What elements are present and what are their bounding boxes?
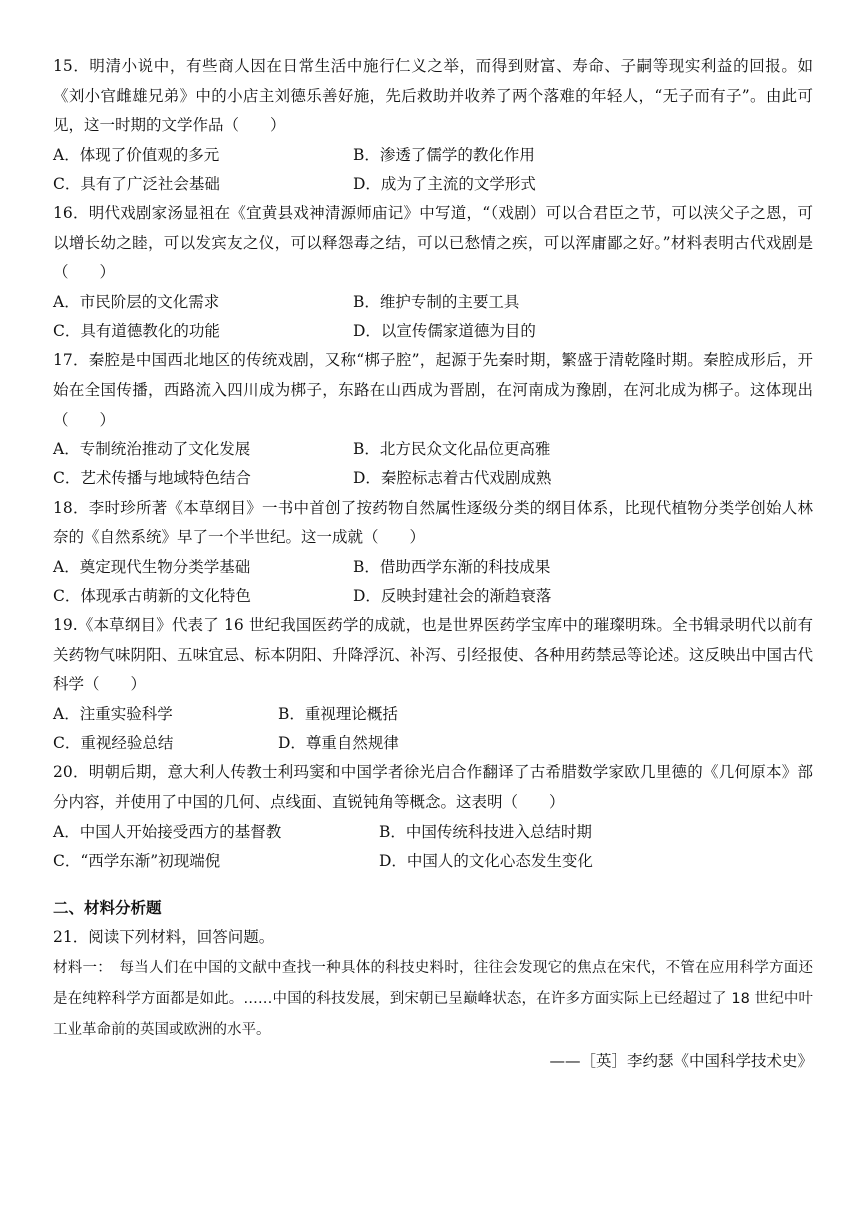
- option-c: C．重视经验总结: [53, 734, 174, 753]
- option-row: [53, 464, 813, 493]
- option-d: D．尊重自然规律: [278, 734, 399, 753]
- option-b: B．借助西学东渐的科技成果: [353, 557, 551, 576]
- question-16: [53, 199, 813, 346]
- exam-page: [53, 52, 813, 1076]
- material-one: 材料一： 每当人们在中国的文献中查找一种具体的科技史料时，往往会发现它的焦点在宋代，不管在应用科学方面还是在纯粹科学方面都是如此。……中国的科技发展，到宋朝已呈巅峰状态，在许多方面实际上已经超过了 18 世纪中叶工业革命前的英国或欧洲的水平。: [53, 959, 813, 1038]
- option-row: [53, 700, 813, 729]
- question-stem: 17．秦腔是中国西北地区的传统戏剧，又称“梆子腔”，起源于先秦时期，繁盛于清乾隆时期。秦腔成形后，开始在全国传播，西路流入四川成为梆子，东路在山西成为晋剧，在河南成为豫剧，在河北成为梆子。这体现出（ ）: [53, 351, 813, 429]
- option-b: B．中国传统科技进入总结时期: [379, 822, 592, 841]
- question-15: [53, 52, 813, 199]
- option-b: B．维护专制的主要工具: [353, 292, 520, 311]
- option-c: C．具有道德教化的功能: [53, 322, 220, 341]
- option-a: A．奠定现代生物分类学基础: [53, 557, 251, 576]
- option-b: B．北方民众文化品位更高雅: [353, 440, 551, 459]
- question-20: [53, 758, 813, 876]
- option-row: [53, 729, 813, 758]
- option-b: B．渗透了儒学的教化作用: [353, 145, 535, 164]
- question-stem: 15．明清小说中，有些商人因在日常生活中施行仁义之举，而得到财富、寿命、子嗣等现实利益的回报。如《刘小官雌雄兄弟》中的小店主刘德乐善好施，先后救助并收养了两个落难的年轻人，“无子而有子”。由此可见，这一时期的文学作品（ ）: [53, 57, 813, 135]
- question-stem: 19.《本草纲目》代表了 16 世纪我国医药学的成就，也是世界医药学宝库中的璀璨明珠。全书辑录明代以前有关药物气味阴阳、五味宜忌、标本阴阳、升降浮沉、补泻、引经报使、各种用药禁忌等论述。这反映出中国古代科学（ ）: [53, 616, 813, 694]
- option-d: D．成为了主流的文学形式: [353, 174, 536, 193]
- option-a: A．体现了价值观的多元: [53, 145, 220, 164]
- option-row: [53, 317, 813, 346]
- option-a: A．专制统治推动了文化发展: [53, 440, 251, 459]
- option-d: D．反映封建社会的渐趋衰落: [353, 586, 552, 605]
- option-row: [53, 818, 813, 847]
- section-heading: 二、材料分析题: [53, 898, 162, 917]
- option-c: C．艺术传播与地域特色结合: [53, 469, 251, 488]
- option-d: D．以宣传儒家道德为目的: [353, 322, 536, 341]
- question-stem: 16．明代戏剧家汤显祖在《宜黄县戏神清源师庙记》中写道，“（戏剧）可以合君臣之节，可以浃父子之恩，可以增长幼之睦，可以发宾友之仪，可以释怨毒之结，可以已愁情之疾，可以浑庸鄙之好。”材料表明古代戏剧是（ ）: [53, 204, 813, 282]
- question-19: [53, 611, 813, 758]
- question-21-stem: 21．阅读下列材料，回答问题。: [53, 927, 275, 946]
- question-stem: 18．李时珍所著《本草纲目》一书中首创了按药物自然属性逐级分类的纲目体系，比现代植物分类学创始人林奈的《自然系统》早了一个半世纪。这一成就（ ）: [53, 498, 813, 547]
- option-a: A．市民阶层的文化需求: [53, 292, 220, 311]
- option-row: [53, 553, 813, 582]
- question-stem: 20．明朝后期，意大利人传教士利玛窦和中国学者徐光启合作翻译了古希腊数学家欧几里德的《几何原本》部分内容，并使用了中国的几何、点线面、直锐钝角等概念。这表明（ ）: [53, 763, 813, 811]
- material-source: ——［英］李约瑟《中国科学技术史》: [549, 1051, 813, 1070]
- option-b: B．重视理论概括: [278, 704, 398, 723]
- option-a: A．中国人开始接受西方的基督教: [53, 822, 282, 841]
- option-row: [53, 435, 813, 464]
- question-17: [53, 346, 813, 493]
- option-row: [53, 170, 813, 199]
- option-row: [53, 141, 813, 170]
- option-a: A．注重实验科学: [53, 704, 173, 723]
- option-row: [53, 847, 813, 876]
- option-row: [53, 288, 813, 317]
- question-18: [53, 494, 813, 612]
- option-c: C．具有了广泛社会基础: [53, 174, 220, 193]
- option-d: D．秦腔标志着古代戏剧成熟: [353, 469, 552, 488]
- option-d: D．中国人的文化心态发生变化: [379, 851, 593, 870]
- option-row: [53, 582, 813, 611]
- option-c: C．体现承古萌新的文化特色: [53, 586, 251, 605]
- option-c: C．“西学东渐”初现端倪: [53, 851, 221, 870]
